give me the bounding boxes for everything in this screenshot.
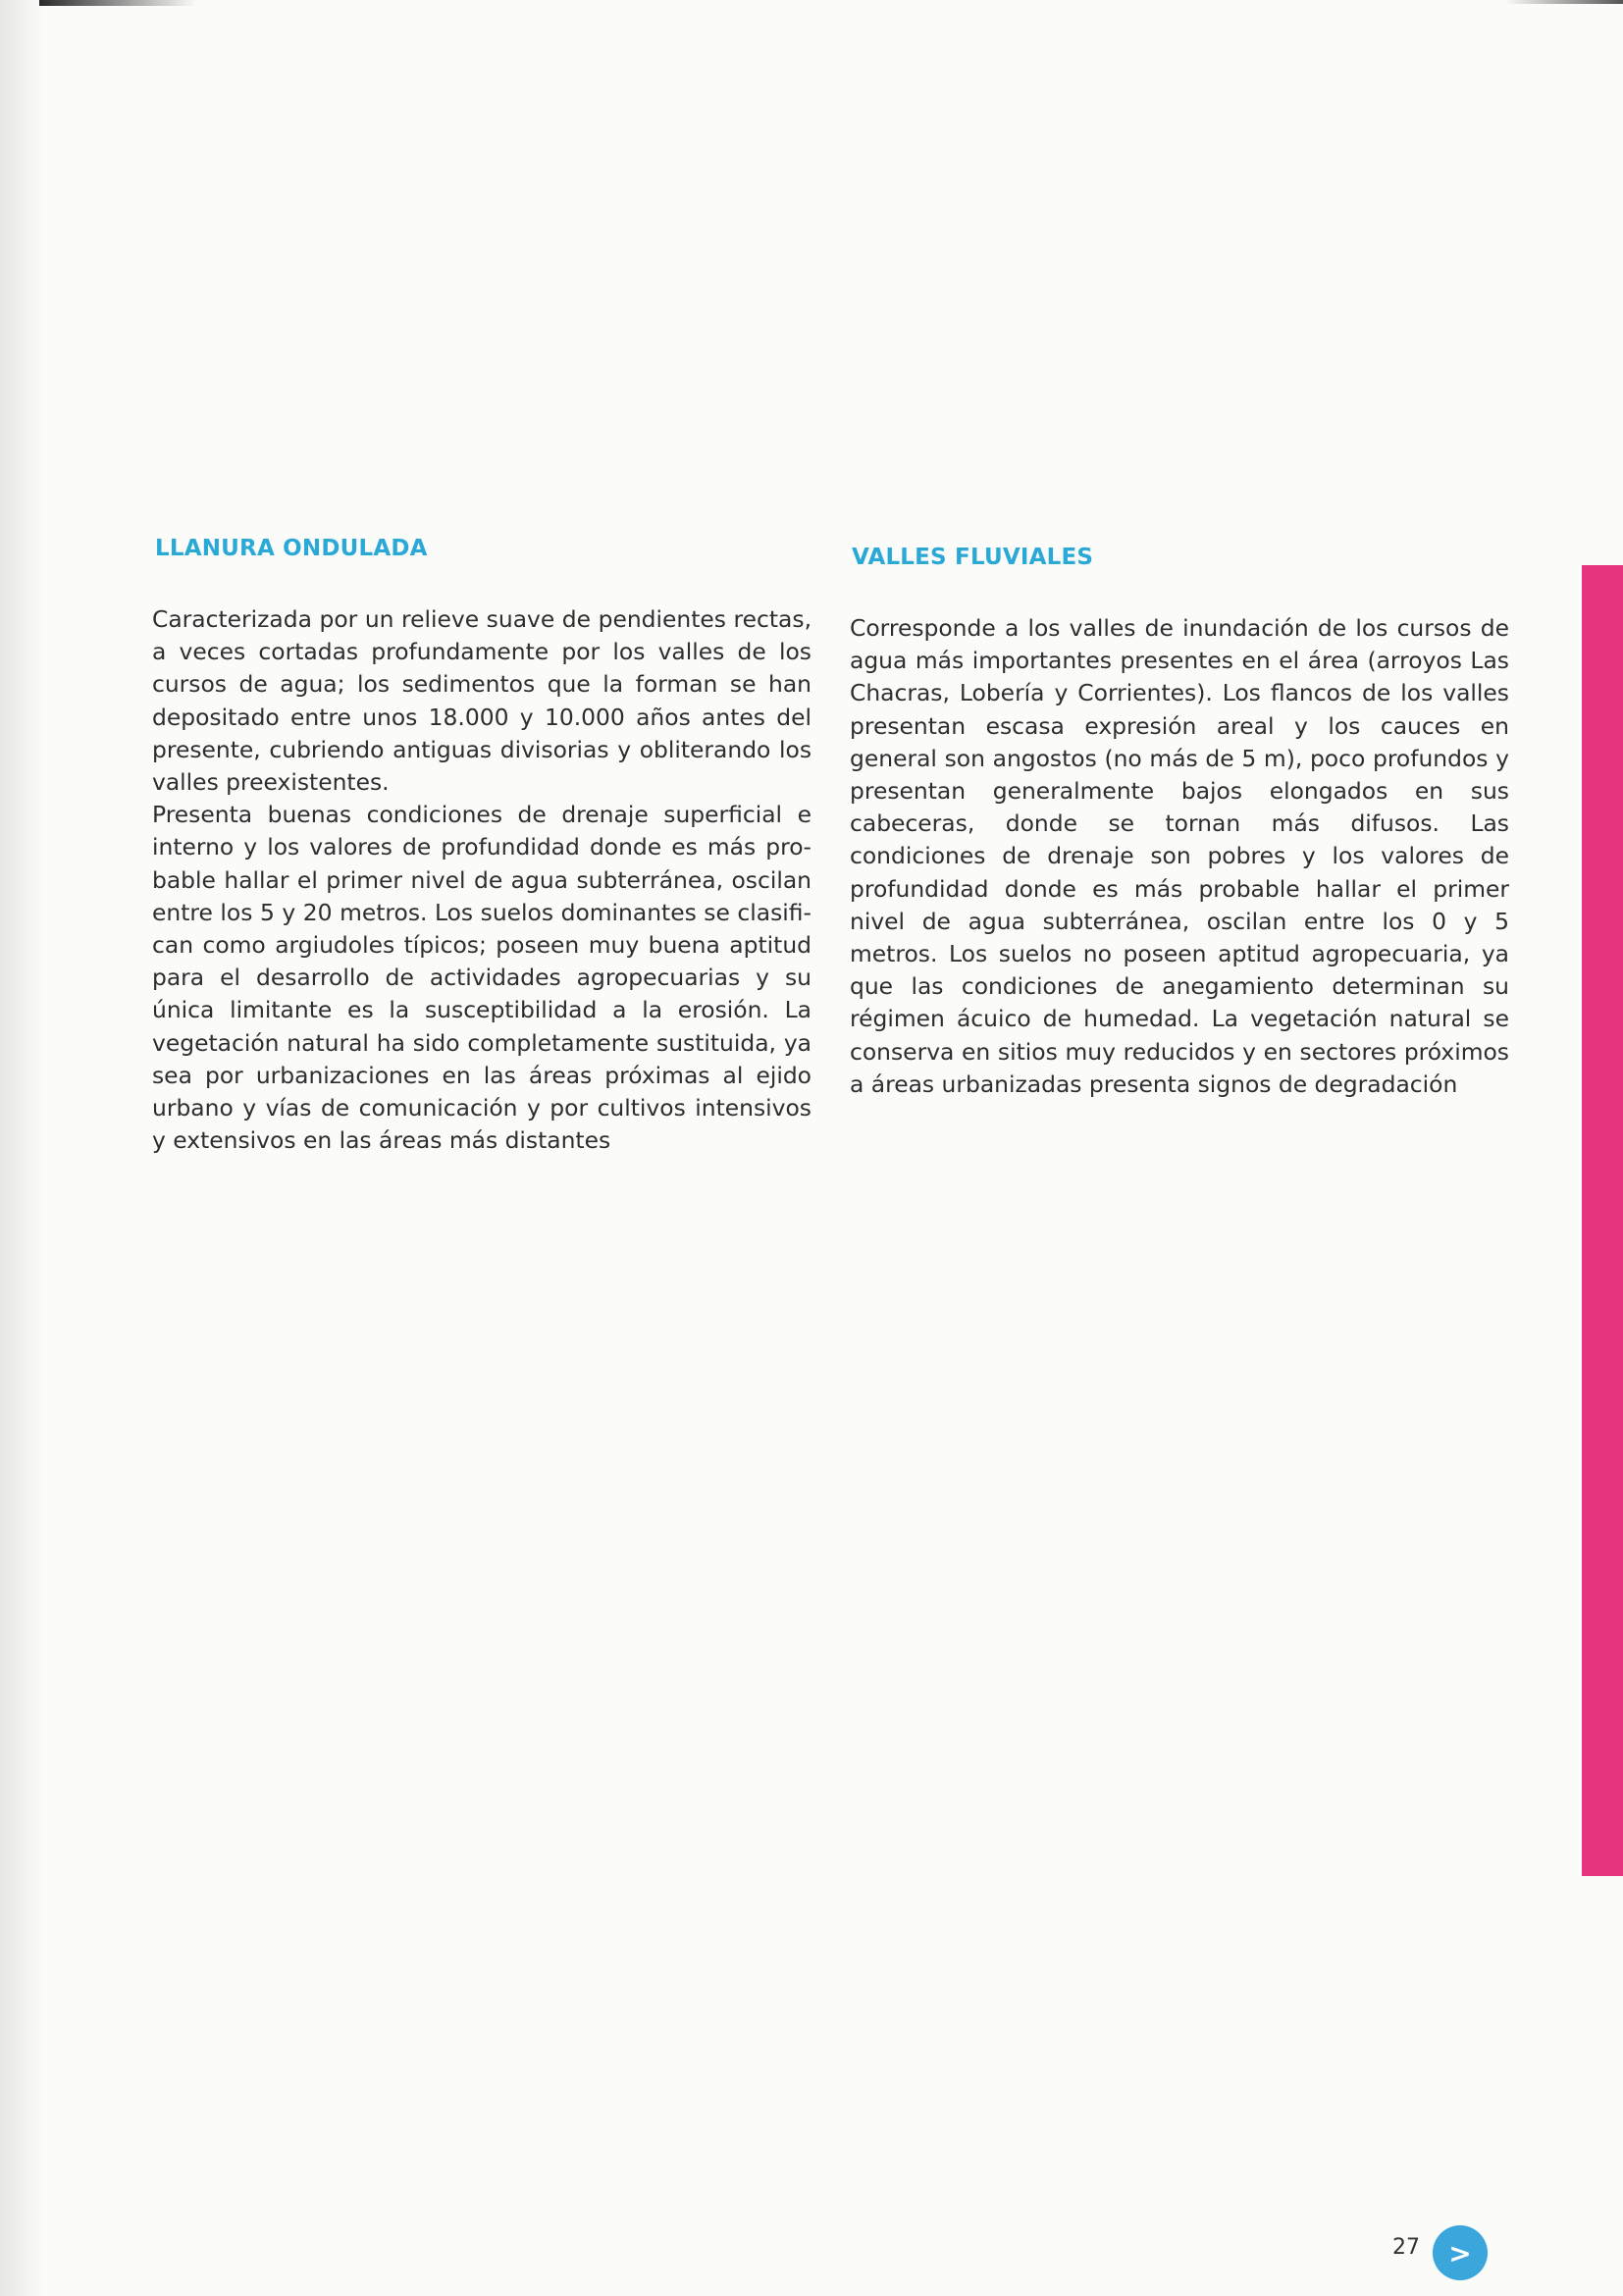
page-number: 27 <box>1392 2235 1420 2260</box>
section-title: LLANURA ONDULADA <box>155 536 428 561</box>
section-title: VALLES FLUVIALES <box>852 545 1094 570</box>
next-page-button[interactable] <box>1433 2225 1488 2280</box>
paragraph: Caracterizada por un relieve suave de pendientes rectas, a veces cortadas profundamente por los valles de los cursos de agua; los sedimentos que la forman se han depositado entre unos 18.000 y 10.000 años antes del presente, cubriendo antiguas divisorias y obliterando los valles preexistentes. <box>152 605 812 797</box>
scan-left-edge <box>0 0 45 2296</box>
scan-top-right-edge <box>1505 0 1623 4</box>
accent-side-bar <box>1582 565 1623 1876</box>
chevron-right-icon: > <box>1448 2236 1472 2270</box>
section-body <box>152 603 812 1157</box>
scan-top-edge <box>39 0 196 6</box>
section-body <box>850 612 1509 1101</box>
paragraph: Corresponde a los valles de inundación de los cursos de agua más importantes presentes en el área (arroyos Las Chacras, Lobería y Corrientes). Los flancos de los valles presentan escasa expresión areal y los cauces en general son angostos (no más de 5 m), poco profundos y presentan generalmente bajos elongados en sus cabeceras, donde se tornan más difusos. Las condiciones de drenaje son pobres y los valores de profundidad donde es más probable hallar el primer nivel de agua subterránea, oscilan entre los 0 y 5 metros. Los suelos no poseen aptitud agropecuaria, ya que las condiciones de anegamiento determinan su régimen ácuico de humedad. La vegetación natural se conserva en sitios muy reducidos y en sectores próximos a áreas urbanizadas presenta signos de degradación <box>850 614 1509 1098</box>
paragraph: Presenta buenas condiciones de drenaje superficial e interno y los valores de profundidad donde es más probable hallar el primer nivel de agua subterránea, oscilan entre los 5 y 20 metros. Los suelos dominantes se clasifican como argiudoles típicos; poseen muy buena aptitud para el desarrollo de actividades agropecuarias y su única limitante es la susceptibilidad a la erosión. La vegetación natural ha sido completamente sustituida, ya sea por urbanizaciones en las áreas próximas al ejido urbano y vías de comunicación y por cultivos intensivos y extensivos en las áreas más distantes <box>152 801 812 1155</box>
